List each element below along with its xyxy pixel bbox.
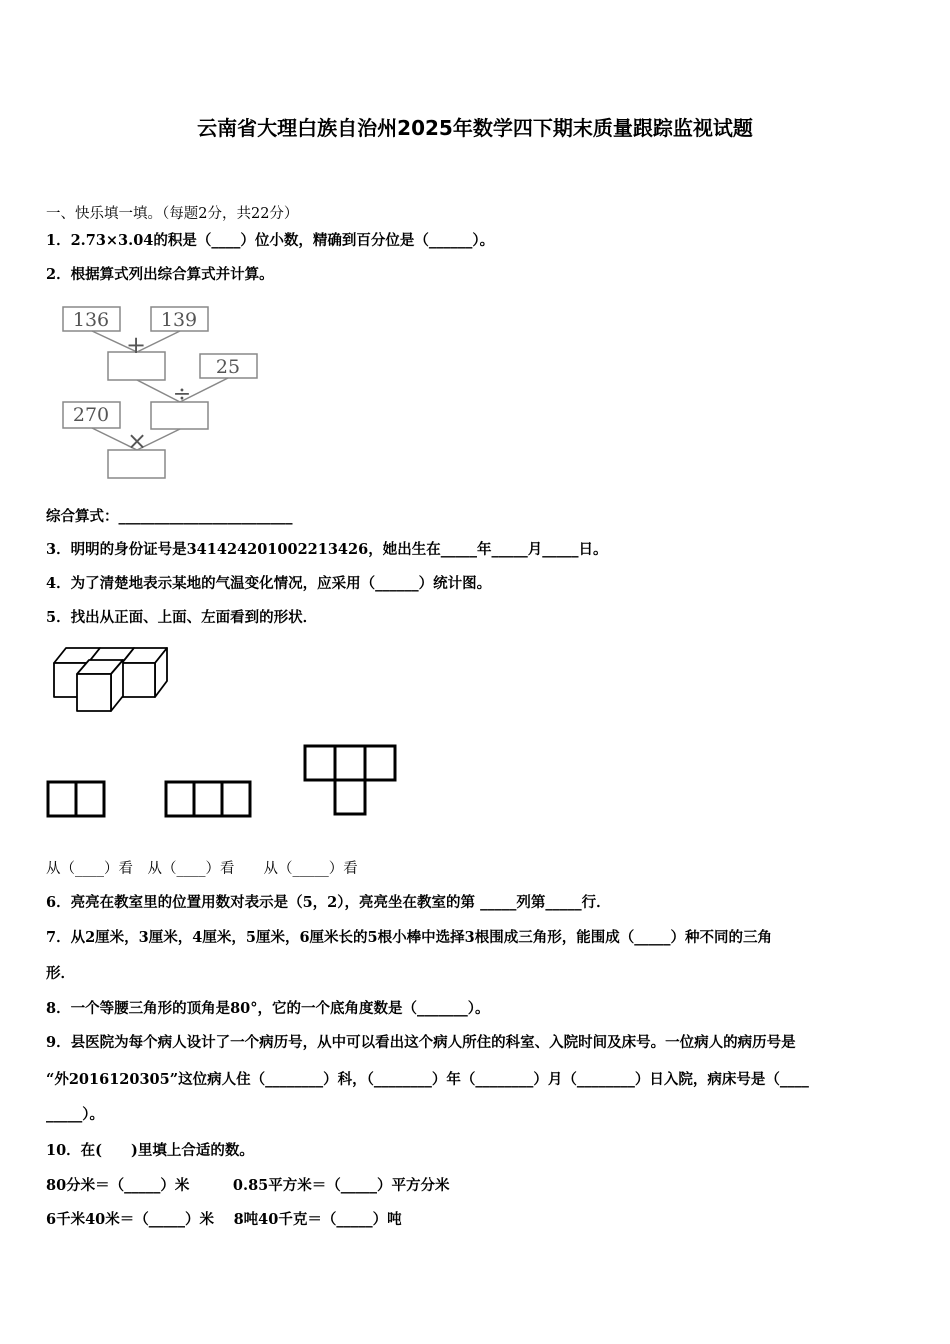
question-9: 9．县医院为每个病人设计了一个病历号，从中可以看出这个病人所住的科室、入院时间及床号。一位病人的病历号是 — [46, 1034, 796, 1051]
question-7: 7．从2厘米，3厘米，4厘米，5厘米，6厘米长的5根小棒中选择3根围成三角形，能围成（_____）种不同的三角 — [46, 929, 772, 946]
question-5-answers: 从（____）看 从（____）看 从（_____）看 — [46, 861, 358, 877]
page-title: 云南省大理白族自治州2025年数学四下期末质量跟踪监视试题 — [197, 116, 753, 140]
diagram-number: 136 — [72, 309, 110, 331]
question-4: 4．为了清楚地表示某地的气温变化情况，应采用（______）统计图。 — [46, 575, 492, 592]
question-1: 1．2.73×3.04的积是（____）位小数，精确到百分位是（______）。 — [46, 232, 495, 249]
question-10-row-1: 80分米＝（_____）米 0.85平方米＝（_____）平方分米 — [46, 1177, 450, 1194]
question-2: 2．根据算式列出综合算式并计算。 — [46, 266, 274, 283]
plus-sign: + — [125, 331, 147, 359]
question-6: 6．亮亮在教室里的位置用数对表示是（5，2），亮亮坐在教室的第 _____列第_____行． — [46, 894, 611, 911]
diagram-number: 139 — [160, 309, 198, 331]
question-9-end: _____）。 — [46, 1106, 104, 1123]
divide-sign: ÷ — [172, 382, 192, 407]
question-7-continued: 形． — [46, 965, 75, 982]
times-sign: × — [126, 427, 148, 455]
diagram-number: 270 — [72, 404, 110, 426]
question-10: 10．在( )里填上合适的数。 — [46, 1142, 254, 1159]
question-5: 5．找出从正面、上面、左面看到的形状． — [46, 609, 318, 626]
question-2-formula: 综合算式：________________________ — [46, 508, 293, 525]
diagram-number: 25 — [215, 356, 241, 378]
question-3: 3．明明的身份证号是341424201002213426，她出生在_____年_____月_____日。 — [46, 541, 608, 558]
question-9-continued: “外2016120305”这位病人住（________）科，（________）年（________）月（________）日入院，病床号是（____ — [46, 1071, 809, 1088]
view-shape-t-shape — [0, 0, 400, 820]
section-heading: 一、快乐填一填。（每题2分，共22分） — [46, 206, 299, 222]
question-10-row-2: 6千米40米＝（_____）米 8吨40千克＝（_____）吨 — [46, 1211, 402, 1228]
question-8: 8．一个等腰三角形的顶角是80°，它的一个底角度数是（_______）。 — [46, 1000, 490, 1017]
